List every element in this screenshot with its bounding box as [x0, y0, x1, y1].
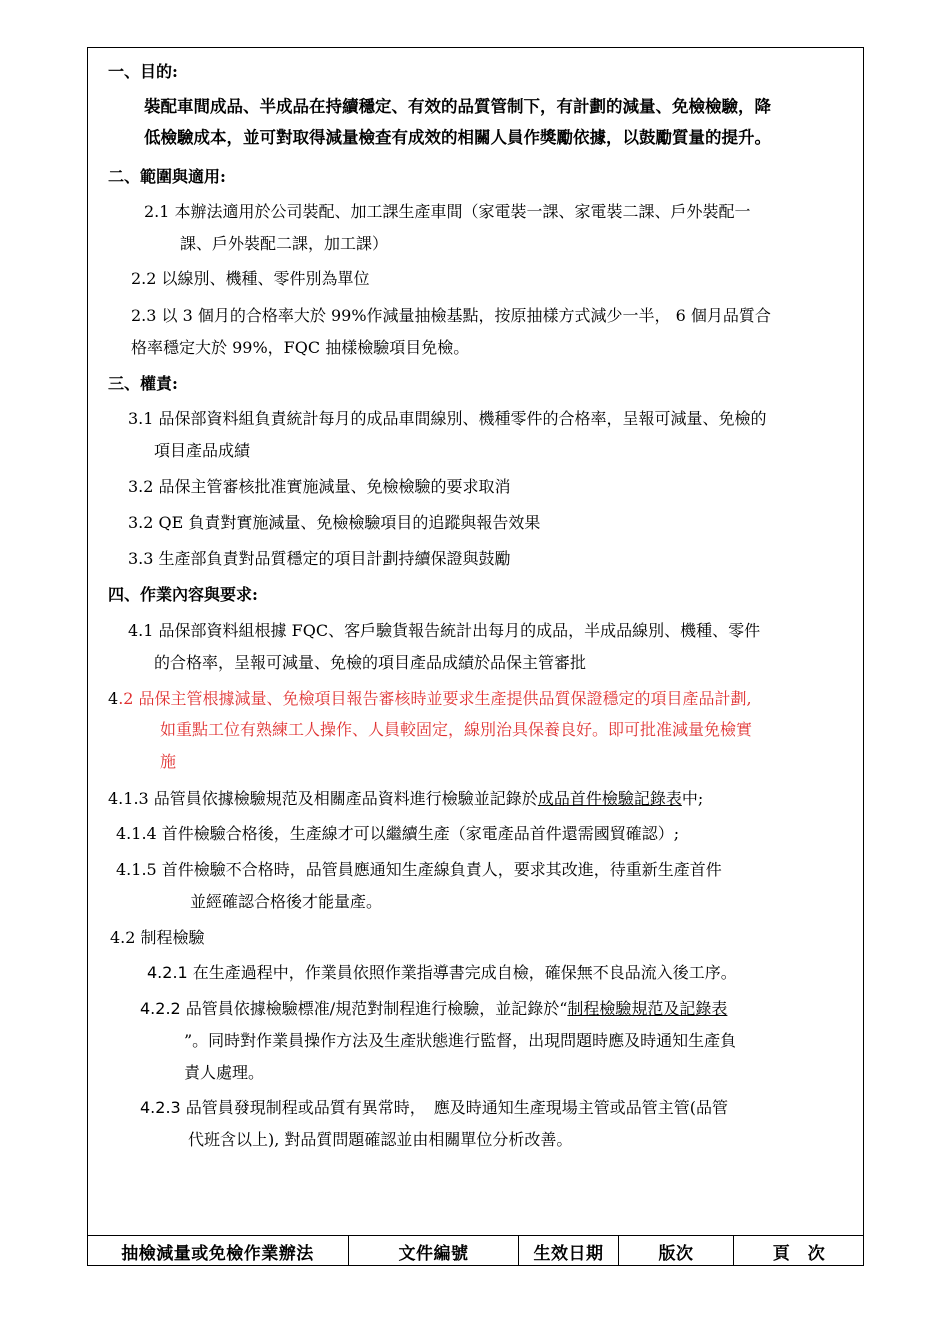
proc-4-2-2-number: 4.2.2: [140, 999, 181, 1018]
req-4-2-number: 4: [108, 689, 119, 708]
process-inspection-record-form-link[interactable]: 制程檢驗規范及記錄表: [567, 999, 728, 1018]
footer-doc-name: 抽檢減量或免檢作業辦法: [87, 1236, 349, 1266]
scope-2-3-line-2: 格率穩定大於 99%，FQC 抽樣檢驗項目免檢。: [131, 338, 470, 357]
proc-4-2-1-number: 4.2.1: [147, 963, 188, 982]
section-1-title: 一、目的:: [108, 62, 178, 81]
proc-4-2-2-line-3: 責人處理。: [184, 1063, 265, 1082]
req-4-1-5-line-2: 並經確認合格後才能量產。: [190, 892, 383, 911]
resp-3-3: 3.3 生產部負責對品質穩定的項目計劃持續保證與鼓勵: [128, 549, 511, 568]
proc-4-2-3-number: 4.2.3: [140, 1098, 181, 1117]
process-inspection-title: 4.2 制程檢驗: [110, 928, 205, 947]
purpose-line-1: 裝配車間成品、半成品在持續穩定、有效的品質管制下，有計劃的減量、免檢檢驗，降: [144, 97, 771, 116]
proc-4-2-3-text: 品管員發現制程或品質有異常時， 應及時通知生產現場主管或品管主管(品管: [180, 1098, 729, 1117]
section-2-title: 二、範圍與適用:: [108, 167, 226, 186]
req-4-2-line-2: 如重點工位有熟練工人操作、人員較固定，線別治具保養良好。即可批准減量免檢實: [160, 720, 753, 739]
document-footer-table: [87, 1235, 864, 1266]
req-4-2-line-3: 施: [160, 752, 177, 771]
footer-version-label: 版次: [619, 1236, 734, 1266]
req-4-1-3-end: 中;: [681, 789, 704, 808]
req-4-1-5-line-1: 4.1.5 首件檢驗不合格時，品管員應通知生產線負責人，要求其改進，待重新生產首件: [116, 860, 722, 879]
resp-3-2-b: 3.2 QE 負責對實施減量、免檢檢驗項目的追蹤與報告效果: [128, 513, 541, 532]
resp-3-2-a: 3.2 品保主管審核批准實施減量、免檢檢驗的要求取消: [128, 477, 511, 496]
first-article-record-form-link[interactable]: 成品首件檢驗記錄表: [537, 789, 682, 808]
footer-effective-date-label: 生效日期: [519, 1236, 619, 1266]
resp-3-1-line-1: 3.1 品保部資料組負責統計每月的成品車間線別、機種零件的合格率，呈報可減量、免檢的: [128, 409, 767, 428]
purpose-line-2: 低檢驗成本，並可對取得減量檢查有成效的相關人員作獎勵依據，以鼓勵質量的提升。: [144, 128, 771, 147]
section-4-title: 四、作業內容與要求:: [108, 585, 258, 604]
req-4-1-3: [108, 789, 703, 809]
req-4-1-line-2: 的合格率，呈報可減量、免檢的項目產品成績於品保主管審批: [154, 653, 587, 672]
scope-2-1-line-2: 課、戶外裝配二課，加工課）: [180, 234, 389, 253]
req-4-1-4: 4.1.4 首件檢驗合格後，生產線才可以繼續生產（家電產品首件還需國貿確認）;: [116, 824, 680, 843]
footer-doc-number-label: 文件編號: [349, 1236, 519, 1266]
proc-4-2-1: [147, 963, 737, 983]
req-4-1-3-text: 4.1.3 品管員依據檢驗規范及相關產品資料進行檢驗並記錄於: [108, 789, 538, 808]
req-4-2-text: .2 品保主管根據減量、免檢項目報告審核時並要求生產提供品質保證穩定的項目產品計劃,: [118, 689, 752, 708]
proc-4-2-1-text: 在生產過程中，作業員依照作業指導書完成自檢，確保無不良品流入後工序。: [187, 963, 737, 982]
proc-4-2-2-line-2: ”。同時對作業員操作方法及生產狀態進行監督，出現問題時應及時通知生產負: [184, 1031, 737, 1050]
proc-4-2-2-text: 品管員依據檢驗標准/規范對制程進行檢驗，並記錄於“: [180, 999, 568, 1018]
proc-4-2-3-line-1: [140, 1098, 728, 1118]
req-4-2-line-1: [108, 689, 752, 709]
proc-4-2-3-line-2: 代班含以上), 對品質問題確認並由相關單位分析改善。: [188, 1130, 573, 1149]
resp-3-1-line-2: 項目產品成績: [154, 441, 251, 460]
scope-2-1-line-1: 2.1 本辦法適用於公司裝配、加工課生產車間（家電裝一課、家電裝二課、戶外裝配一: [144, 202, 751, 221]
proc-4-2-2-line-1: [140, 999, 727, 1019]
section-3-title: 三、權責:: [108, 374, 178, 393]
scope-2-2: 2.2 以線別、機種、零件別為單位: [131, 269, 370, 288]
footer-page-label: 頁 次: [772, 1243, 826, 1264]
req-4-1-line-1: 4.1 品保部資料組根據 FQC、客戶驗貨報告統計出每月的成品，半成品線別、機種、零件: [128, 621, 761, 640]
scope-2-3-line-1: 2.3 以 3 個月的合格率大於 99%作減量抽檢基點，按原抽樣方式減少一半， 6 個月品質合: [131, 306, 771, 325]
